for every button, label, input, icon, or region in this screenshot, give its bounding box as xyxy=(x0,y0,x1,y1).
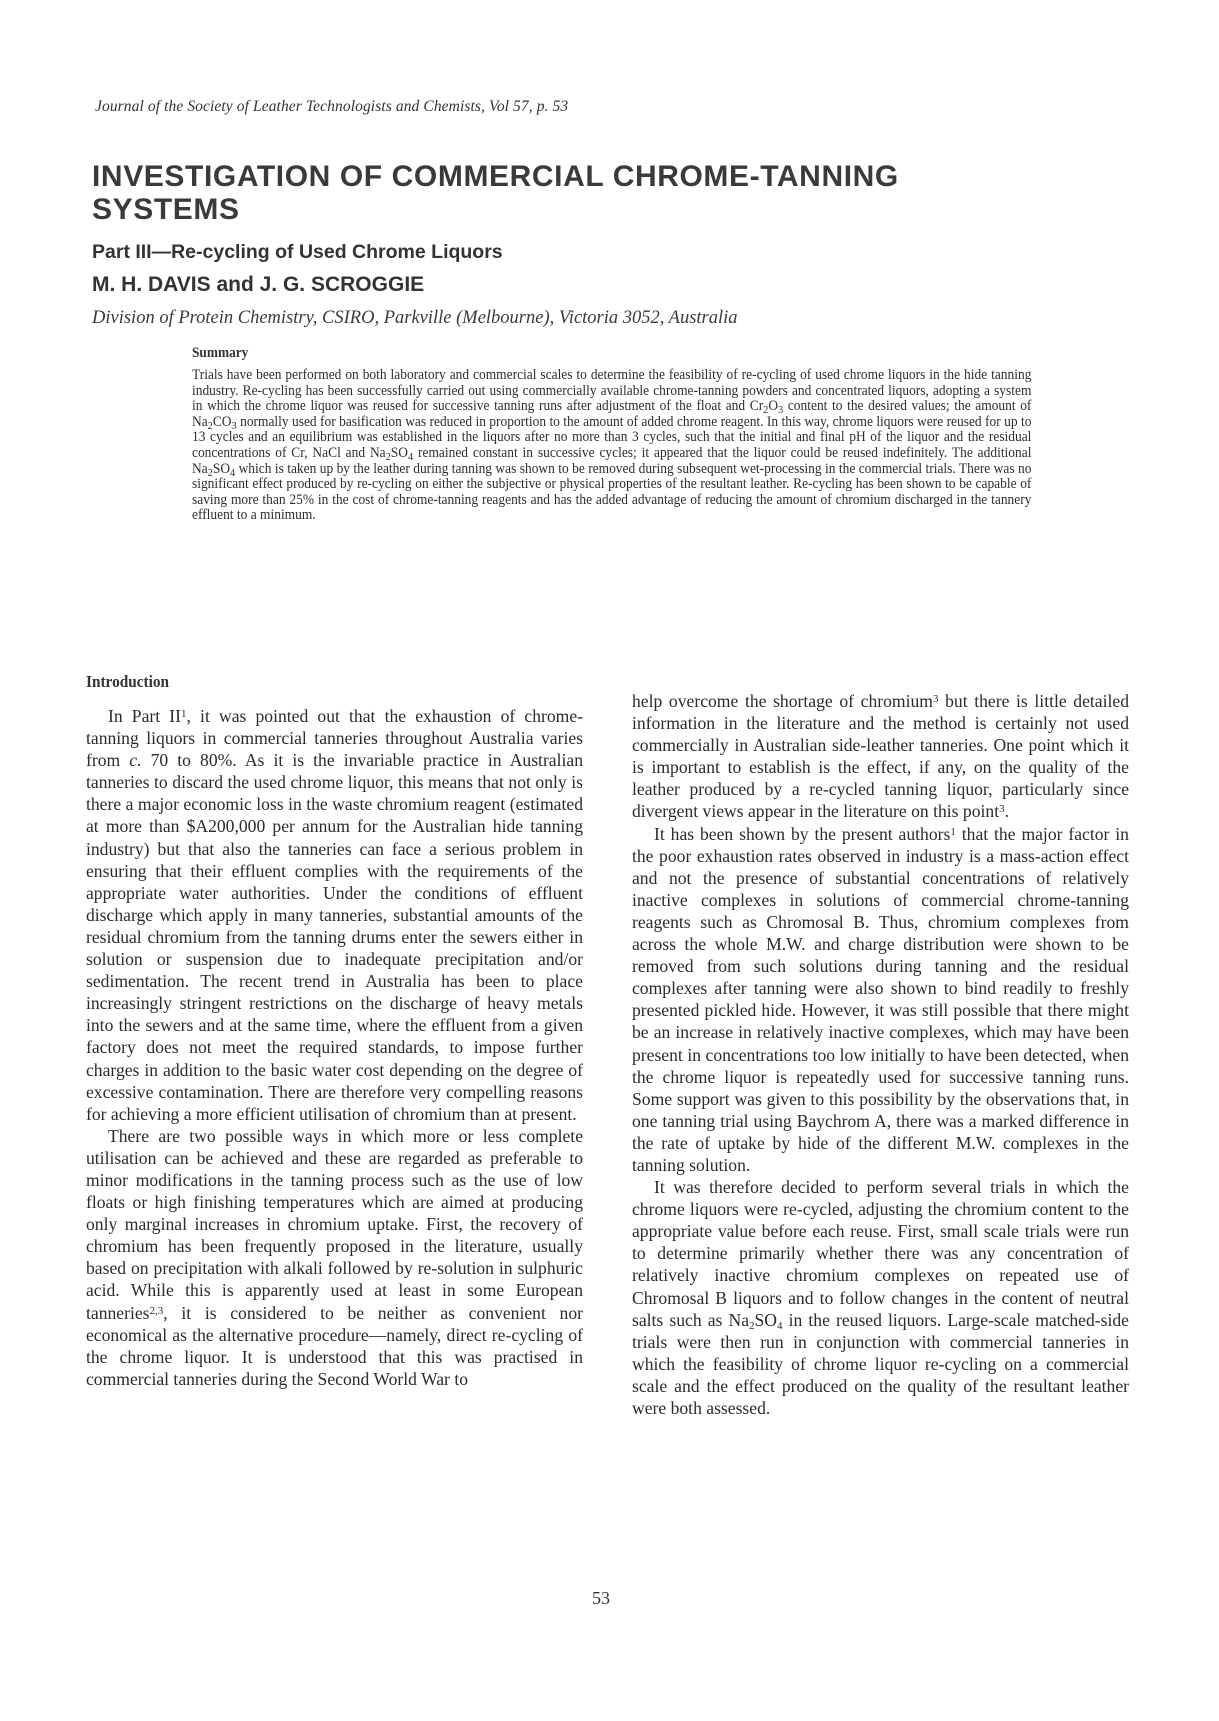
right-column xyxy=(632,690,1129,1419)
intro-paragraph-4: It was therefore decided to perform several trials in which the chrome liquors were re-cycled, adjusting the chromium content to the appropriate value before each reuse. First, small scale trials were run to determine primarily whether there was any concentration of relatively inactive chromium complexes on repeated use of Chromosal B liquors and to follow changes in the content of neutral salts such as $Na_2SO_4$ in the reused liquors. Large-scale matched-side trials were then run in conjunction with commercial tanneries in which the feasibility of chrome liquor re-cycling on a commercial scale and the effect produced on the quality of the resultant leather were both assessed. xyxy=(632,1177,1129,1418)
author-affiliation: Division of Protein Chemistry, CSIRO, Parkville (Melbourne), Victoria 3052, Australia xyxy=(92,308,738,328)
citation-ref: 3 xyxy=(932,693,939,705)
summary-paragraph: Trials have been performed on both laboratory and commercial scales to determine the feasibility of re-cycling of used chrome liquors in the hide tanning industry. Re-cycling has been successfully carried out using commercially available chrome-tanning powders and concentrated liquors, adopting a system in which the chrome liquor was reused for successive tanning runs after adjustment of the float and $Cr_2O_3$ content to the desired values; the amount of $Na_2CO_3$ normally used for basification was reduced in proportion to the amount of added chrome reagent. In this way, chrome liquors were reused for up to 13 cycles and an equilibrium was established in the liquors after no more than 3 cycles, such that the initial and final pH of the liquor and the residual concentrations of Cr, NaCl and $Na_2SO_4$ remained constant in successive cycles; it appeared that the liquor could be reused indefinitely. The additional $Na_2SO_4$ which is taken up by the leather during tanning was shown to be removed during subsequent wet-processing in the commercial trials. There was no significant effect produced by re-cycling on either the subjective or physical properties of the resultant leather. Re-cycling has been shown to be capable of saving more than 25% in the cost of chrome-tanning reagents and has the added advantage of reducing the amount of chromium discharged in the tannery effluent to a minimum. xyxy=(192,367,1032,524)
left-column xyxy=(86,705,583,1390)
introduction-heading: Introduction xyxy=(86,672,170,691)
citation-ref: 1 xyxy=(950,825,956,838)
intro-paragraph-1: In Part $II^1$, it was pointed out that the exhaustion of chrome-tanning liquors in commercial tanneries throughout Australia varies from c. 70 to 80%. As it is the invariable practice in Australian tanneries to discard the used chrome liquor, this means that not only is there a major economic loss in the waste chromium reagent (estimated at more than $A200,000 per annum for the Australian hide tanning industry) but that also the tanneries can face a serious problem in ensuring that their effluent complies with the requirements of the appropriate water authorities. Under the conditions of effluent discharge which apply in many tanneries, substantial amounts of the residual chromium from the tanning drums enter the sewers either in solution or suspension due to inadequate precipitation and/or sedimentation. The recent trend in Australia has been to place increasingly stringent restrictions on the discharge of heavy metals into the sewers and at the same time, where the effluent from a given factory does not meet the required standards, to impose further charges in addition to the basic water cost depending on the degree of excessive contamination. There are therefore very compelling reasons for achieving a more efficient utilisation of chromium than at present. xyxy=(86,706,584,1124)
citation-ref: 3 xyxy=(999,803,1005,816)
summary-heading: Summary xyxy=(192,345,249,361)
article-authors: M. H. DAVIS and J. G. SCROGGIE xyxy=(92,273,425,296)
journal-header: Journal of the Society of Leather Technologists and Chemists, Vol 57, p. 53 xyxy=(95,98,569,115)
article-title xyxy=(92,160,1142,226)
article-subtitle: Part III—Re-cycling of Used Chrome Liquors xyxy=(92,241,503,263)
title-line-2: SYSTEMS xyxy=(92,193,240,226)
citation-ref: 1 xyxy=(181,708,187,720)
title-line-1: INVESTIGATION OF COMMERCIAL CHROME-TANNING xyxy=(92,160,899,193)
intro-paragraph-3: It has been shown by the present authors$^1$ that the major factor in the poor exhaustion rates observed in industry is a mass-action effect and not the presence of substantial concentrations of relatively inactive complexes in solutions of commercial chrome-tanning reagents such as Chromosal B. Thus, chromium complexes from across the whole M.W. and charge distribution were shown to be removed from such solutions during tanning and the residual complexes after tanning were also shown to bind readily to freshly presented pickled hide. However, it was still possible that there might be an increase in relatively inactive complexes, which may have been present in concentrations too low initially to have been detected, when the chrome liquor is repeatedly used for successive tanning runs. Some support was given to this possibility by the observations that, in one tanning trial using Baychrom A, there was a marked difference in the rate of uptake by hide of the different M.W. complexes in the tanning solution. xyxy=(632,823,1129,1175)
page-number: 53 xyxy=(592,1588,610,1608)
summary-section xyxy=(192,345,1032,524)
intro-paragraph-2: There are two possible ways in which more or less complete utilisation can be achieved and these are regarded as preferable to minor modifications in the tanning process such as the use of low floats or high finishing temperatures which are aimed at producing only marginal increases in chromium uptake. First, the recovery of chromium has been frequently proposed in the literature, usually based on precipitation with alkali followed by re-solution in sulphuric acid. While this is apparently used at least in some European tanneries$^{2,3}$, it is considered to be neither as convenient nor economical as the alternative procedure—namely, direct re-cycling of the chrome liquor. It is understood that this was practised in commercial tanneries during the Second World War to xyxy=(86,1125,583,1389)
citation-ref: 2,3 xyxy=(149,1304,164,1317)
intro-paragraph-2-continued: help overcome the shortage of chromium$^3$ but there is little detailed information in the literature and the method is certainly not used commercially in Australian side-leather tanneries. One point which it is important to establish is the effect, if any, on the quality of the leather produced by a re-cycled tanning liquor, particularly since divergent views appear in the literature on this point$^3$. xyxy=(632,691,1129,822)
